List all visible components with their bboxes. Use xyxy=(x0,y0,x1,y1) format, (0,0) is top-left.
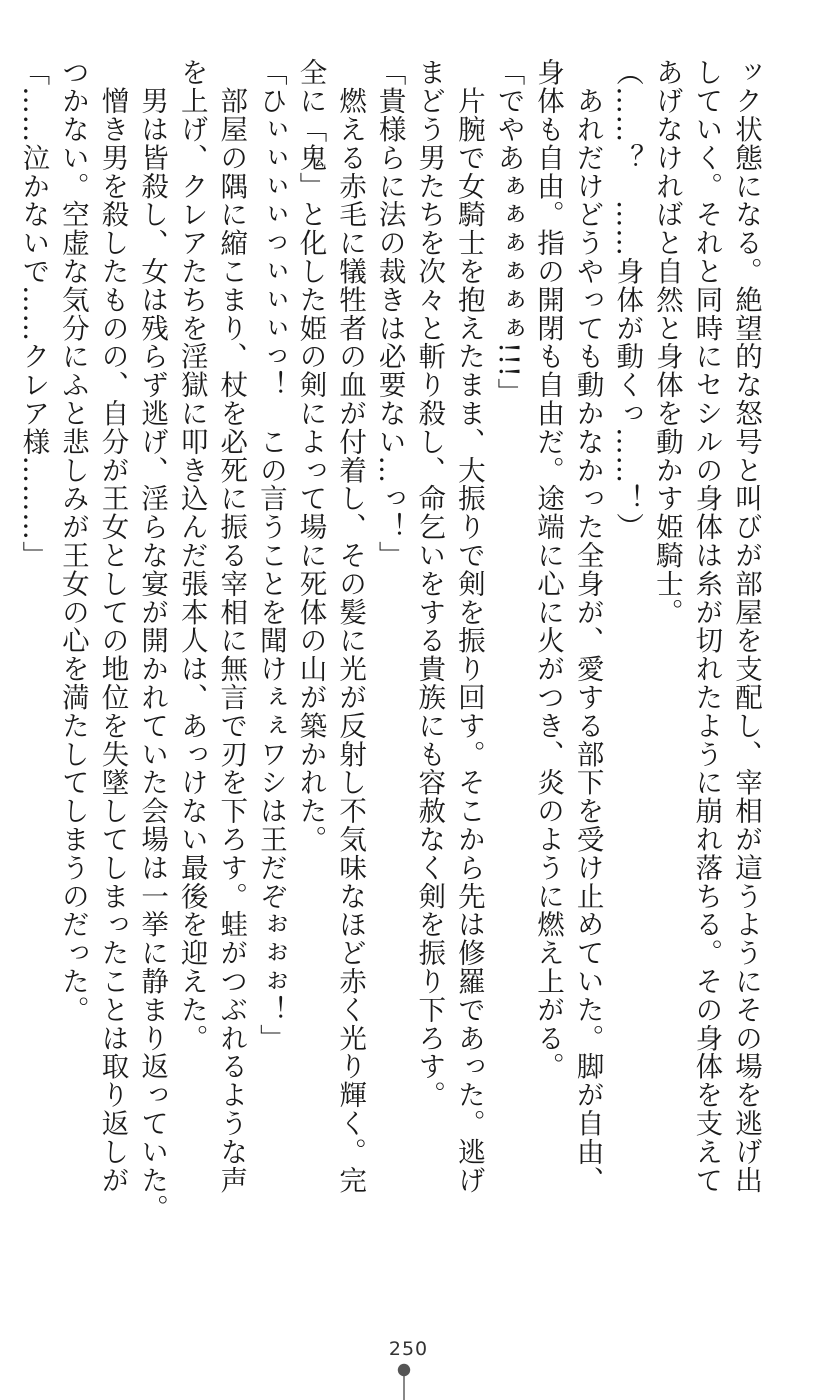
page-number: 250 xyxy=(388,1338,429,1360)
text-line: つかない。空虚な気分にふと悲しみが王女の心を満たしてしまうのだった。 xyxy=(56,58,89,1024)
text-line: を上げ、クレアたちを淫獄に叩き込んだ張本人は、あっけない最後を迎えた。 xyxy=(175,58,208,1052)
text-line: （……？ ……身体が動くっ……！） xyxy=(611,58,644,541)
text-line: していく。それと同時にセシルの身体は糸が切れたように崩れ落ちる。その身体を支えて xyxy=(690,58,723,1194)
text-line: 身体も自由。指の開閉も自由だ。途端に心に火がつき、炎のように燃え上がる。 xyxy=(532,58,565,1081)
text-line: 「ひぃぃぃぃっぃぃぃっ！ この言うことを聞けぇぇワシは王だぞぉぉぉ！」 xyxy=(254,58,287,1052)
text-line: 燃える赤毛に犠牲者の血が付着し、その髪に光が反射し不気味なほど赤く光り輝く。完 xyxy=(334,58,367,1194)
text-line: 片腕で女騎士を抱えたまま、大振りで剣を振り回す。そこから先は修羅であった。逃げ xyxy=(452,58,485,1194)
page-marker-icon xyxy=(397,1363,411,1400)
text-line: 部屋の隅に縮こまり、杖を必死に振る宰相に無言で刃を下ろす。蛙がつぶれるような声 xyxy=(215,58,248,1194)
text-line: あれだけどうやっても動かなかった全身が、愛する部下を受け止めていた。脚が自由、 xyxy=(571,58,604,1194)
text-line: 「貴様らに法の裁きは必要ない…っ！」 xyxy=(373,58,406,570)
vertical-text-body xyxy=(17,58,765,1223)
text-line: 「でやあぁぁぁぁぁぁ!!!」 xyxy=(492,58,525,407)
text-line: 男は皆殺し、女は残らず逃げ、淫らな宴が開かれていた会場は一挙に静まり返っていた。 xyxy=(136,58,169,1223)
text-line: あげなければと自然と身体を動かす姫騎士。 xyxy=(650,58,683,626)
text-line: ック状態になる。絶望的な怒号と叫びが部屋を支配し、宰相が這うようにその場を逃げ出 xyxy=(730,58,762,1194)
text-line: 憎き男を殺したものの、自分が王女としての地位を失墜してしまったことは取り返しが xyxy=(96,58,129,1194)
text-line: 「……泣かないで……クレア様………」 xyxy=(17,58,50,570)
text-line: 全に「鬼」と化した姫の剣によって場に死体の山が築かれた。 xyxy=(294,58,327,854)
text-line: まどう男たちを次々と斬り殺し、命乞いをする貴族にも容赦なく剣を振り下ろす。 xyxy=(413,58,446,1109)
